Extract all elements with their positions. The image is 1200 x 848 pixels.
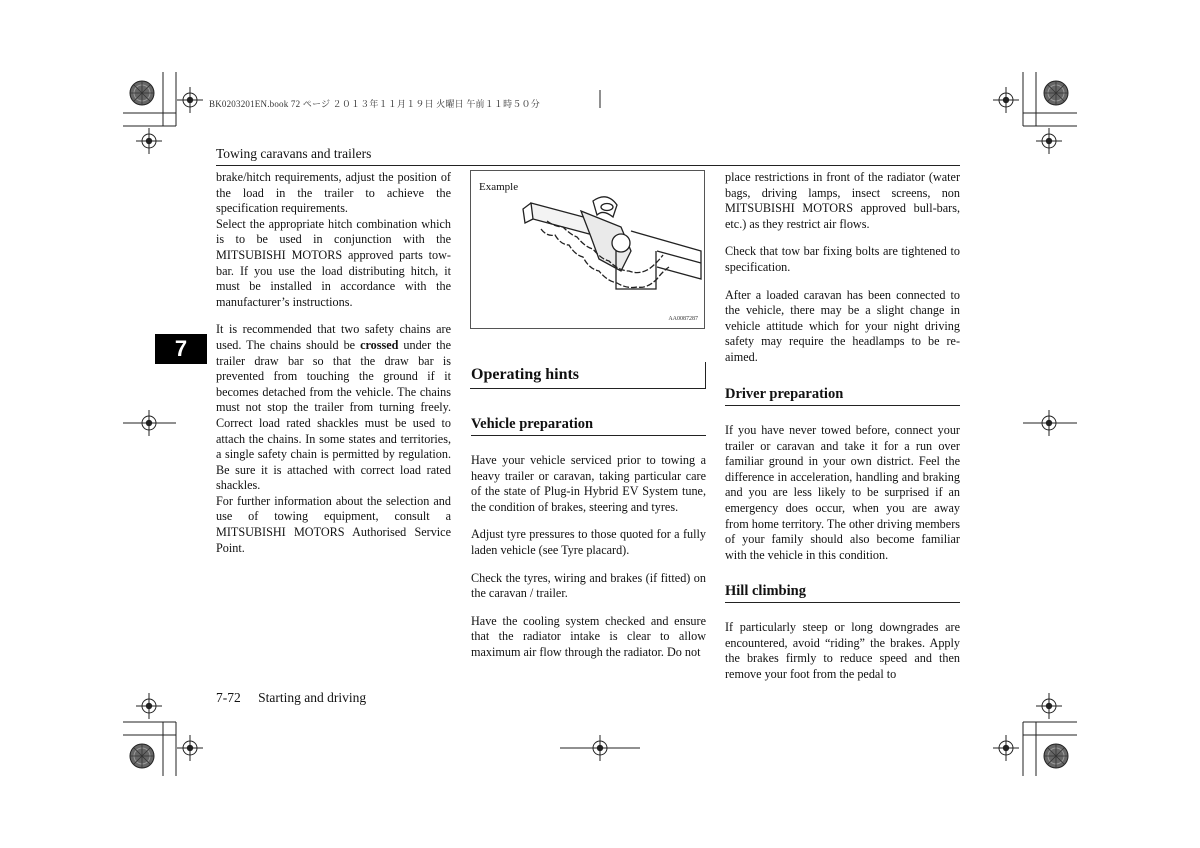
paragraph: Have the cooling system checked and ensure that the radiator intake is clear to allow maximum air flow through the radiator. Do not [471, 613, 706, 659]
column-1 [216, 170, 451, 568]
paragraph: place restrictions in front of the radiator (water bags, driving lamps, insect screens, non MITSUBISHI MOTORS approved bull-bars, etc.) as they restrict air flows. [725, 170, 960, 231]
paragraph: Select the appropriate hitch combination which is to be used in conjunction with the MITSUBISHI MOTORS approved parts tow-bar. If you use the load distributing hitch, it must be installed in accordance with the manufacturer’s instructions. [216, 216, 451, 309]
text: It is recommended that two safety chains are used. The chains should be [216, 322, 451, 352]
figure-label: Example [479, 181, 519, 193]
column-3 [725, 170, 960, 378]
towing-hitch-figure [470, 170, 705, 329]
bold-text: crossed [360, 337, 399, 352]
paragraph: Have your vehicle serviced prior to towing a heavy trailer or caravan, taking particular care of the state of Plug-in Hybrid EV System tune, the condition of brakes, steering and tyres. [471, 453, 706, 514]
paragraph: After a loaded caravan has been connected to the vehicle, there may be a slight change in vehicle attitude which for your night driving safety may require the headlamps to be re-aimed. [725, 287, 960, 364]
paragraph: For further information about the selection and use of towing equipment, consult a MITSUBISHI MOTORS Authorised Service Point. [216, 493, 451, 555]
page-footer [216, 690, 366, 706]
text: under the trailer draw bar so that the draw bar is prevented from touching the ground if it becomes detached from the vehicle. The chains must not stop the trailer from turning freely. Correct load rated shackles must be used to attach the chains. In some states and territories, a single safety chain is permitted by regulation. Be sure it is attached with correct load rated shackles. [216, 337, 451, 493]
header-rule [216, 165, 960, 166]
paragraph: Adjust tyre pressures to those quoted for a fully laden vehicle (see Tyre placard). [471, 527, 706, 557]
page-number: 7-72 [216, 690, 241, 705]
driver-preparation-heading: Driver preparation [725, 384, 960, 406]
hill-climbing-heading: Hill climbing [725, 581, 960, 603]
tow-hitch-chain-illustration [471, 171, 704, 328]
paragraph: brake/hitch requirements, adjust the position of the load in the trailer to achieve the specification requirements. [216, 170, 451, 216]
paragraph: If particularly steep or long downgrades are encountered, avoid “riding” the brakes. Apply the brakes firmly to reduce speed and then remove your foot from the pedal to [725, 620, 960, 681]
paragraph: If you have never towed before, connect your trailer or caravan and take it for a run over familiar ground in your own district. Feel the difference in acceleration, handling and braking and you are less likely to be surprised if an emergency does occur, when you are away from home territory. The other driving members of your family should also become familiar with the vehicle in this condition. [725, 423, 960, 562]
vehicle-preparation-heading: Vehicle preparation [471, 414, 706, 436]
running-head: Towing caravans and trailers [216, 146, 372, 161]
paragraph: Check the tyres, wiring and brakes (if fitted) on the caravan / trailer. [471, 570, 706, 601]
chapter-tab: 7 [155, 334, 207, 364]
hill-climbing-text [725, 620, 960, 694]
operating-hints-heading: Operating hints [470, 362, 706, 389]
section-title: Starting and driving [258, 690, 367, 705]
safety-chains-paragraph [216, 322, 451, 494]
print-header: BK0203201EN.book 72 ページ ２０１３年１１月１９日 火曜日 午前１１時５０分 [209, 99, 540, 109]
figure-code: AA0087287 [668, 316, 698, 322]
paragraph: Check that tow bar fixing bolts are tightened to specification. [725, 244, 960, 274]
driver-preparation-text [725, 423, 960, 575]
column-2 [471, 453, 706, 673]
